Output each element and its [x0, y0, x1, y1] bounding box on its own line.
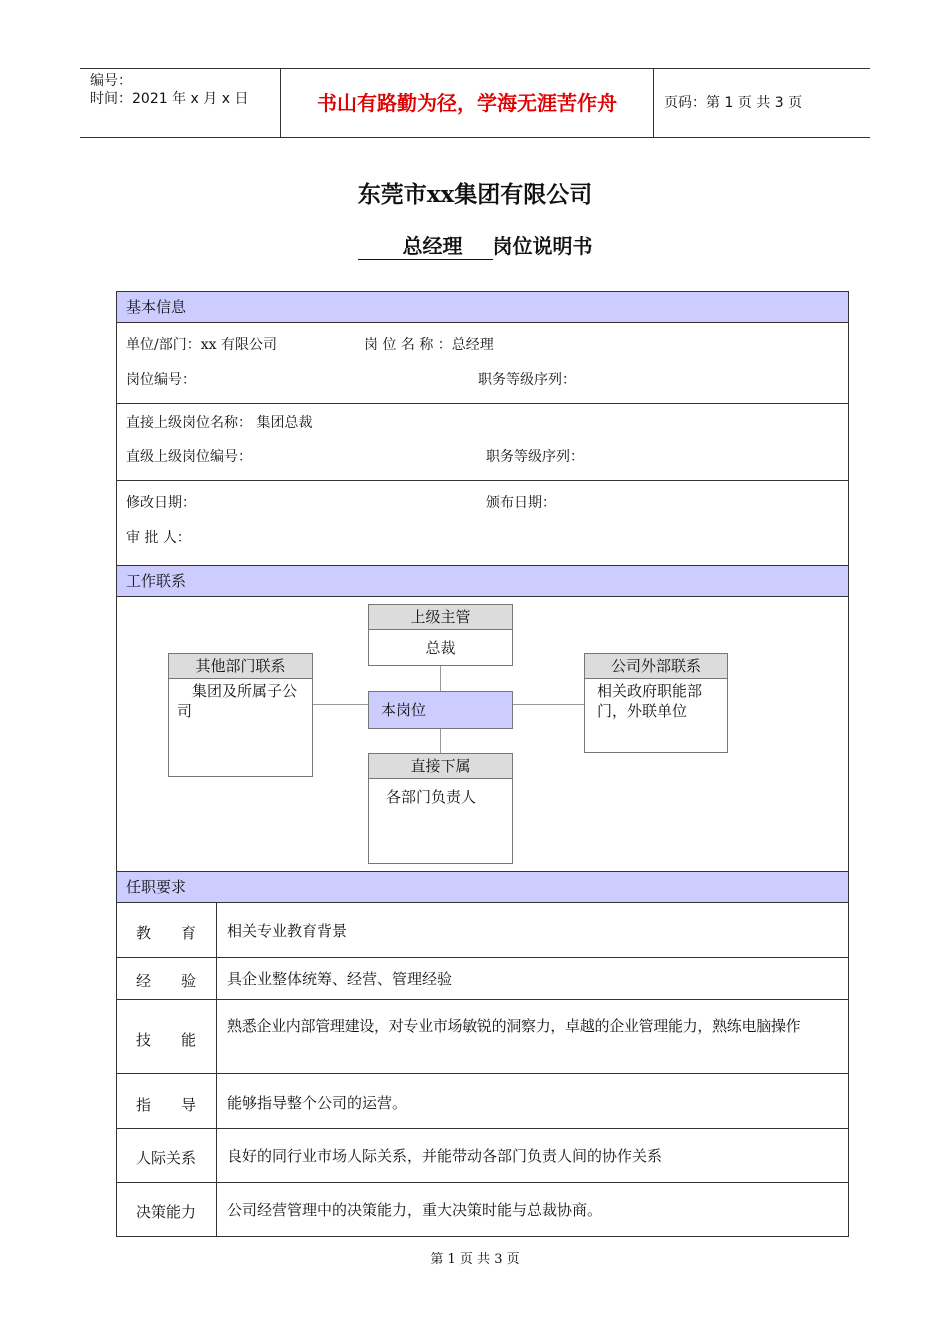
position-number: 岗位编号：	[126, 372, 196, 388]
req-label-skills: 技 能	[135, 1031, 196, 1049]
subordinate-box	[368, 753, 513, 864]
req-value-decision: 公司经营管理中的决策能力，重大决策时能与总裁协商。	[227, 1201, 603, 1219]
req-value-skills: 熟悉企业内部管理建设，对专业市场敏锐的洞察力，卓越的企业管理能力，熟练电脑操作	[227, 1017, 801, 1035]
approver: 审 批 人：	[126, 530, 191, 546]
connector-line	[440, 728, 441, 753]
other-depts-box	[168, 653, 313, 777]
external-box	[584, 653, 728, 753]
page-footer: 第 1 页 共 3 页	[430, 1252, 520, 1267]
doc-subtitle	[0, 230, 950, 260]
divider	[116, 480, 849, 481]
req-label-guidance: 指 导	[135, 1096, 196, 1114]
divider	[116, 1073, 849, 1074]
column-divider	[216, 903, 217, 1237]
req-value-relations: 良好的同行业市场人际关系，并能带动各部门负责人间的协作关系	[227, 1147, 663, 1165]
other-depts-box-body: 集团及所属子公司	[177, 682, 298, 720]
doc-type: 岗位说明书	[492, 234, 593, 258]
divider	[116, 999, 849, 1000]
connector-line	[312, 704, 369, 705]
header-meta-cell	[80, 69, 281, 137]
grade-sequence-1: 职务等级序列：	[478, 372, 576, 388]
external-box-title: 公司外部联系	[585, 654, 727, 679]
this-post-box: 本岗位	[368, 691, 513, 729]
section-requirements: 任职要求	[116, 871, 849, 903]
divider	[116, 1182, 849, 1183]
req-value-guidance: 能够指导整个公司的运营。	[227, 1094, 408, 1112]
req-label-decision: 决策能力	[135, 1203, 196, 1221]
other-depts-box-title: 其他部门联系	[169, 654, 312, 679]
superior-box-body: 总裁	[425, 639, 456, 657]
number-label: 编号：	[90, 73, 132, 89]
section-work-relations: 工作联系	[116, 565, 849, 597]
header-page-info: 页码：第 1 页 共 3 页	[664, 95, 803, 111]
subordinate-box-title: 直接下属	[369, 754, 512, 779]
modify-date: 修改日期：	[126, 495, 196, 511]
divider	[116, 1128, 849, 1129]
position-name: 岗 位 名 称 ：总经理	[364, 337, 494, 353]
divider	[116, 957, 849, 958]
connector-line	[440, 666, 441, 691]
publish-date: 颁布日期：	[486, 495, 556, 511]
superior-box-title: 上级主管	[369, 605, 512, 630]
company-title: 东莞市xx集团有限公司	[357, 181, 593, 208]
subordinate-box-body: 各部门负责人	[386, 788, 477, 806]
position-title: 总经理	[358, 233, 493, 260]
connector-line	[512, 704, 584, 705]
unit-dept: 单位/部门：xx 有限公司	[126, 337, 277, 353]
superior-position-name: 直接上级岗位名称： 集团总裁	[126, 415, 313, 431]
superior-box	[368, 604, 513, 666]
external-box-body: 相关政府职能部门，外联单位	[597, 682, 703, 720]
document-header	[80, 68, 870, 138]
req-value-experience: 具企业整体统筹、经营、管理经验	[227, 970, 453, 988]
superior-position-number: 直级上级岗位编号：	[126, 449, 252, 465]
header-motto: 书山有路勤为径，学海无涯苦作舟	[281, 69, 654, 137]
req-label-education: 教 育	[135, 924, 196, 942]
time-label: 时间：2021 年 x 月 x 日	[90, 91, 249, 107]
req-label-relations: 人际关系	[135, 1149, 196, 1167]
grade-sequence-2: 职务等级序列：	[486, 449, 584, 465]
divider	[116, 403, 849, 404]
section-basic-info: 基本信息	[116, 291, 849, 323]
req-value-education: 相关专业教育背景	[227, 922, 348, 940]
req-label-experience: 经 验	[135, 972, 196, 990]
